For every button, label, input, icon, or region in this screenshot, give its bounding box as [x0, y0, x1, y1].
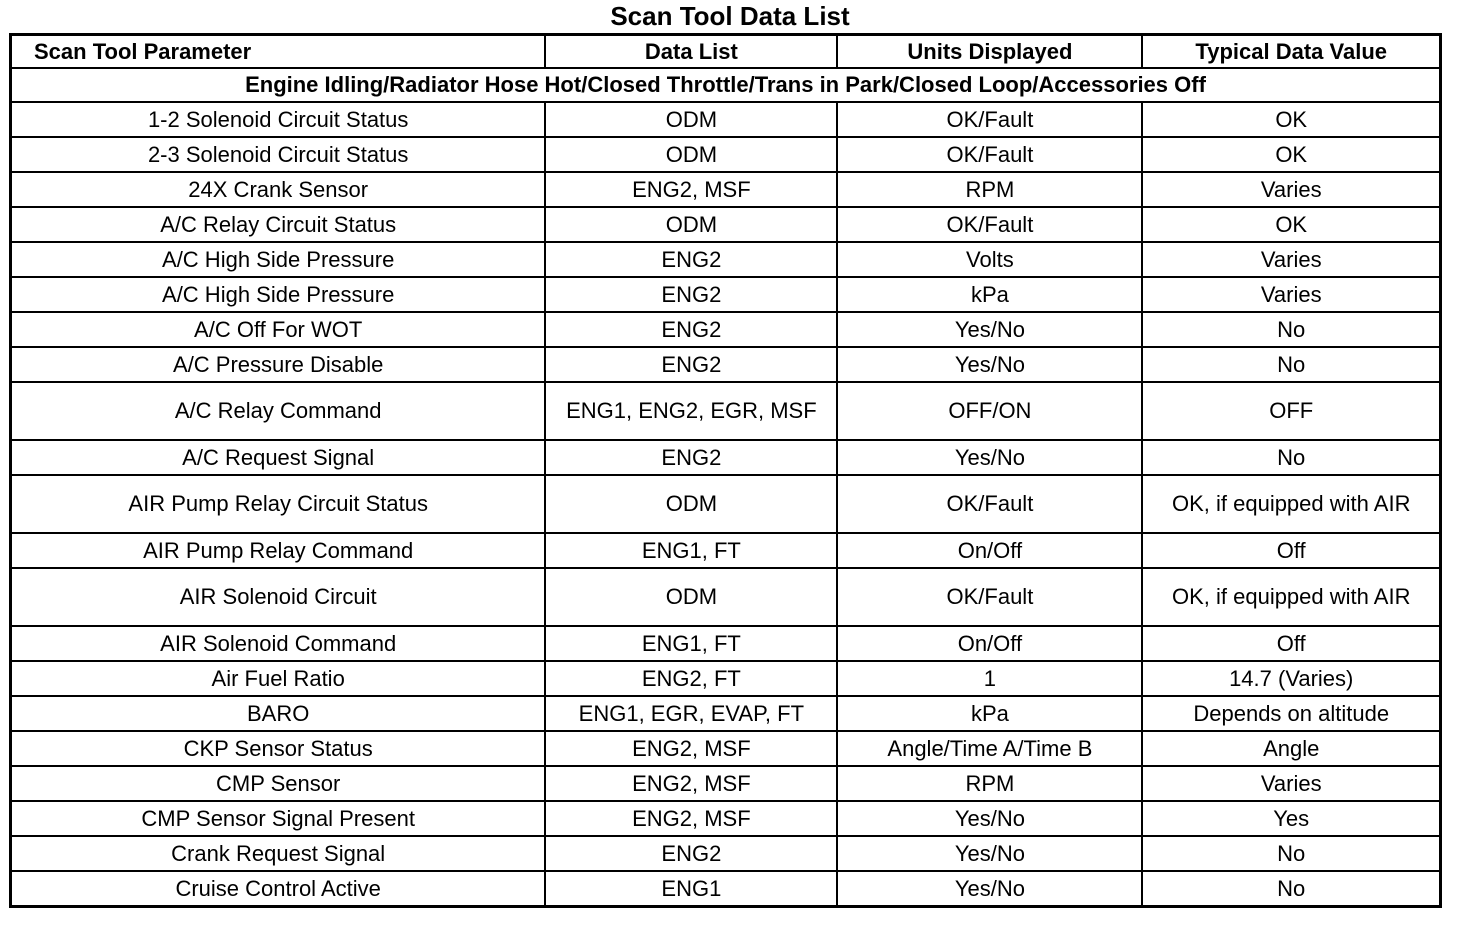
table-row: [11, 731, 1441, 766]
cell-data-list: ODM: [545, 475, 837, 533]
cell-units: kPa: [837, 696, 1142, 731]
cell-parameter: A/C Off For WOT: [11, 312, 546, 347]
table-row: [11, 312, 1441, 347]
table-row: [11, 836, 1441, 871]
cell-typical-value: OK: [1142, 207, 1440, 242]
cell-units: OK/Fault: [837, 568, 1142, 626]
column-header-typical-value: Typical Data Value: [1142, 35, 1440, 69]
cell-parameter: A/C Relay Command: [11, 382, 546, 440]
cell-parameter: 1-2 Solenoid Circuit Status: [11, 102, 546, 137]
condition-text: Engine Idling/Radiator Hose Hot/Closed Throttle/Trans in Park/Closed Loop/Accessories Off: [11, 68, 1441, 102]
table-row: [11, 347, 1441, 382]
table-row: [11, 533, 1441, 568]
cell-typical-value: Off: [1142, 626, 1440, 661]
cell-units: Yes/No: [837, 871, 1142, 907]
cell-parameter: A/C Relay Circuit Status: [11, 207, 546, 242]
cell-parameter: Air Fuel Ratio: [11, 661, 546, 696]
cell-units: kPa: [837, 277, 1142, 312]
cell-parameter: CMP Sensor: [11, 766, 546, 801]
cell-parameter: A/C High Side Pressure: [11, 242, 546, 277]
table-row: [11, 440, 1441, 475]
table-row: [11, 102, 1441, 137]
table-row: [11, 568, 1441, 626]
table-row: [11, 382, 1441, 440]
cell-parameter: A/C Request Signal: [11, 440, 546, 475]
cell-parameter: 2-3 Solenoid Circuit Status: [11, 137, 546, 172]
cell-data-list: ODM: [545, 568, 837, 626]
cell-units: Yes/No: [837, 836, 1142, 871]
cell-data-list: ENG2, MSF: [545, 801, 837, 836]
cell-units: OK/Fault: [837, 102, 1142, 137]
cell-units: OFF/ON: [837, 382, 1142, 440]
cell-data-list: ENG2: [545, 242, 837, 277]
page-title: Scan Tool Data List: [610, 1, 850, 31]
table-row: [11, 801, 1441, 836]
cell-units: Yes/No: [837, 312, 1142, 347]
column-header-parameter: Scan Tool Parameter: [11, 35, 546, 69]
table-row: [11, 766, 1441, 801]
table-row: [11, 172, 1441, 207]
cell-parameter: BARO: [11, 696, 546, 731]
column-header-units: Units Displayed: [837, 35, 1142, 69]
cell-typical-value: Angle: [1142, 731, 1440, 766]
cell-parameter: CKP Sensor Status: [11, 731, 546, 766]
cell-typical-value: OK: [1142, 102, 1440, 137]
cell-units: Volts: [837, 242, 1142, 277]
cell-parameter: Crank Request Signal: [11, 836, 546, 871]
table-row: [11, 207, 1441, 242]
cell-parameter: Cruise Control Active: [11, 871, 546, 907]
table-row: [11, 871, 1441, 907]
cell-data-list: ODM: [545, 102, 837, 137]
cell-data-list: ENG2: [545, 312, 837, 347]
table-header-row: [11, 35, 1441, 69]
cell-typical-value: Varies: [1142, 766, 1440, 801]
cell-units: On/Off: [837, 626, 1142, 661]
cell-parameter: CMP Sensor Signal Present: [11, 801, 546, 836]
table-row: [11, 626, 1441, 661]
cell-typical-value: OK, if equipped with AIR: [1142, 568, 1440, 626]
cell-parameter: A/C Pressure Disable: [11, 347, 546, 382]
cell-typical-value: No: [1142, 347, 1440, 382]
condition-row: [11, 68, 1441, 102]
cell-data-list: ODM: [545, 207, 837, 242]
cell-typical-value: No: [1142, 312, 1440, 347]
cell-data-list: ENG2: [545, 277, 837, 312]
cell-parameter: AIR Solenoid Circuit: [11, 568, 546, 626]
cell-units: OK/Fault: [837, 207, 1142, 242]
cell-typical-value: OK, if equipped with AIR: [1142, 475, 1440, 533]
cell-units: RPM: [837, 766, 1142, 801]
cell-data-list: ENG1, FT: [545, 626, 837, 661]
cell-units: On/Off: [837, 533, 1142, 568]
cell-data-list: ENG1, ENG2, EGR, MSF: [545, 382, 837, 440]
cell-data-list: ODM: [545, 137, 837, 172]
cell-typical-value: OK: [1142, 137, 1440, 172]
cell-data-list: ENG2: [545, 440, 837, 475]
cell-typical-value: No: [1142, 440, 1440, 475]
cell-data-list: ENG2: [545, 836, 837, 871]
cell-data-list: ENG2: [545, 347, 837, 382]
cell-typical-value: 14.7 (Varies): [1142, 661, 1440, 696]
cell-typical-value: Varies: [1142, 277, 1440, 312]
cell-data-list: ENG2, MSF: [545, 766, 837, 801]
cell-typical-value: Yes: [1142, 801, 1440, 836]
cell-parameter: AIR Pump Relay Circuit Status: [11, 475, 546, 533]
table-row: [11, 137, 1441, 172]
cell-units: OK/Fault: [837, 137, 1142, 172]
scan-tool-data-table: [9, 33, 1442, 908]
cell-units: Yes/No: [837, 440, 1142, 475]
cell-units: Yes/No: [837, 801, 1142, 836]
cell-data-list: ENG1: [545, 871, 837, 907]
cell-parameter: AIR Pump Relay Command: [11, 533, 546, 568]
cell-units: OK/Fault: [837, 475, 1142, 533]
table-row: [11, 661, 1441, 696]
cell-units: RPM: [837, 172, 1142, 207]
cell-data-list: ENG2, FT: [545, 661, 837, 696]
cell-data-list: ENG1, EGR, EVAP, FT: [545, 696, 837, 731]
table-row: [11, 242, 1441, 277]
column-header-data-list: Data List: [545, 35, 837, 69]
cell-typical-value: OFF: [1142, 382, 1440, 440]
cell-typical-value: Off: [1142, 533, 1440, 568]
cell-parameter: A/C High Side Pressure: [11, 277, 546, 312]
cell-data-list: ENG2, MSF: [545, 731, 837, 766]
cell-units: Yes/No: [837, 347, 1142, 382]
cell-typical-value: Varies: [1142, 172, 1440, 207]
cell-typical-value: No: [1142, 871, 1440, 907]
cell-typical-value: Varies: [1142, 242, 1440, 277]
table-row: [11, 475, 1441, 533]
table-row: [11, 696, 1441, 731]
cell-typical-value: No: [1142, 836, 1440, 871]
cell-parameter: 24X Crank Sensor: [11, 172, 546, 207]
cell-typical-value: Depends on altitude: [1142, 696, 1440, 731]
cell-units: Angle/Time A/Time B: [837, 731, 1142, 766]
cell-data-list: ENG2, MSF: [545, 172, 837, 207]
cell-parameter: AIR Solenoid Command: [11, 626, 546, 661]
cell-data-list: ENG1, FT: [545, 533, 837, 568]
table-row: [11, 277, 1441, 312]
cell-units: 1: [837, 661, 1142, 696]
